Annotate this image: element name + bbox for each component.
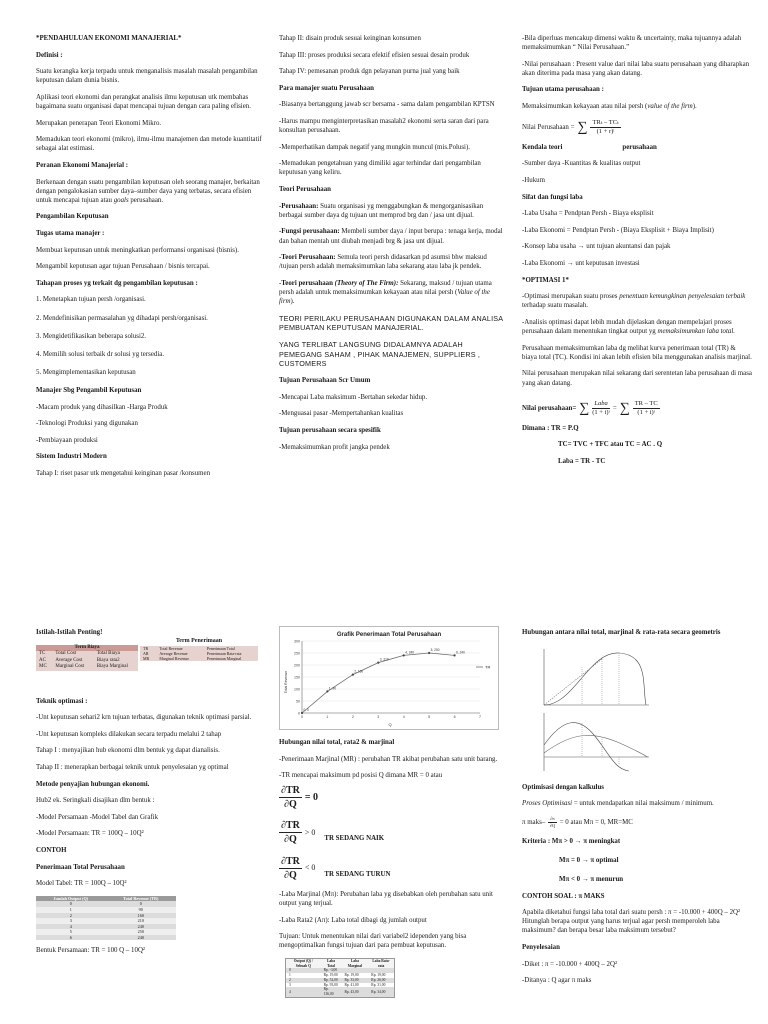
- y-tick-label: 250: [294, 651, 300, 656]
- paragraph: -Konsep laba usaha → unt tujuan akuntansi dan pajak: [522, 243, 671, 251]
- paragraph: -Hukum: [522, 177, 545, 185]
- table-row: 4 Rp. 136,00 Rp. 43,00 Rp. 34,00: [286, 987, 395, 997]
- data-point: [301, 712, 303, 714]
- data-point: [352, 674, 354, 676]
- data-label: 3, 210: [379, 657, 389, 662]
- paragraph: Tahap I : menyajikan hub ekonomi dlm bentuk yg dapat dianalisis.: [36, 747, 220, 755]
- derivative-gt0: $\frac{\partial TR}{\partial Q}$ > 0 TR SEDANG NAIK: [281, 820, 385, 846]
- paragraph: Dimana : TR = P.Q: [522, 424, 579, 432]
- section-heading: Hubungan antara nilai total, marjinal & rata-rata secara geometris: [522, 629, 721, 636]
- y-tick-label: 200: [294, 663, 300, 668]
- column-1: [36, 34, 262, 486]
- paragraph: Hub2 ek. Seringkali disajikan dlm bentuk :: [36, 797, 155, 805]
- x-tick-label: 2: [351, 715, 354, 719]
- paragraph: -Laba Ekonomi = Pendptan Persh - (Biaya Eksplisit + Biaya Implisit): [522, 226, 714, 234]
- data-point: [403, 654, 405, 656]
- column-6: [522, 628, 752, 993]
- upper-panel: [544, 649, 649, 705]
- tangent-line: [544, 659, 602, 705]
- paragraph: -Laba Usaha = Pendptan Persh - Biaya eksplisit: [522, 210, 654, 218]
- section-heading: Sifat dan fungsi laba: [522, 193, 583, 201]
- paragraph: Model Tabel: TR = 100Q – 10Q²: [36, 880, 127, 888]
- average-curve: [544, 735, 648, 757]
- section-heading: Tujuan perusahaan secara spesifik: [279, 427, 381, 435]
- lower-panel: [544, 713, 649, 771]
- section-heading: *OPTIMASI 1*: [522, 276, 569, 284]
- section-heading: Penyelesaian: [522, 943, 560, 951]
- paragraph: Tujuan: Untuk menentukan nilai dari variabel2 idependen yang bisa mengoptimalkan fungsi tujuan dari para pembuat keputusan.: [279, 933, 467, 950]
- paragraph: -Teori perusahaan (Theory of The Firm): Sekarang, maksud / tujuan utama persh adalah untuk memaksimumkan kekayaan atau nilai persh (Value of the firm).: [279, 279, 492, 306]
- paragraph: -Diket : π = -10.000 + 400Q – 2Q²: [522, 960, 618, 968]
- paragraph: -TR mencapai maksimum pd posisi Q dimana MR = 0 atau: [279, 772, 443, 780]
- section-heading: Tujuan Perusahaan Scr Umum: [279, 377, 371, 385]
- section-heading: Sistem Industri Modern: [36, 453, 107, 461]
- paragraph: -Unt keputusan sehari2 krn tujuan terbatas, digunakan teknik optimasi parsial.: [36, 714, 252, 722]
- data-point: [377, 662, 379, 664]
- paragraph: -Ditanya : Q agar π maks: [522, 977, 592, 985]
- column-5: [279, 626, 505, 998]
- paragraph: -Nilai perusahaan : Present value dari nilai laba suatu perusahaan yang diharapkan akan diterima pada masa yang akan datang.: [522, 60, 750, 77]
- table-row: 1 90: [36, 907, 176, 913]
- paragraph: -Optimasi merupakan suatu proses penentuan kemungkinan penyelesaian terbaik terhadap suatu masalah.: [522, 293, 746, 310]
- y-axis-label: Total Revenue: [284, 670, 288, 694]
- pi-maks-formula: π maks– $\frac{\partial\pi}{\partial Q}$ = 0 atau Mπ = 0, MR=MC: [522, 815, 633, 828]
- chart-title: Grafik Penerimaan Total Perusahaan: [336, 632, 442, 638]
- y-tick-label: 150: [294, 675, 300, 680]
- paragraph: Proses Optimisasi = untuk mendapatkan nilai maksimum / minimum.: [522, 800, 714, 808]
- table-row: 0 0: [36, 901, 176, 907]
- section-heading: Teknik optimasi :: [36, 697, 88, 705]
- data-label: 0, 0: [303, 708, 309, 712]
- paragraph: -Teknologi Produksi yang digunakan: [36, 420, 138, 428]
- x-tick-label: 5: [428, 715, 431, 719]
- table-row: 4 240: [36, 924, 176, 930]
- section-heading: CONTOH: [36, 847, 67, 855]
- data-label: 1, 90: [328, 686, 337, 691]
- section-heading: Penerimaan Total Perusahaan: [36, 863, 125, 871]
- term-biaya-table: Term Biaya TC Total Cost Total Biaya AC Average Cost Biaya rata2 MC Marginal Cost Biaya Marginal: [36, 645, 138, 671]
- paragraph: Membuat keputusan untuk meningkatkan performansi organisasi (bisnis).: [36, 246, 239, 254]
- paragraph: Kendala teori perusahaan: [522, 143, 657, 151]
- sigma-icon: ∑: [619, 400, 630, 416]
- paragraph: Suatu kerangka kerja terpadu untuk menganalisis masalah masalah pengambilan keputusan dalam dunia bisnis.: [36, 68, 258, 85]
- geometric-relationship-diagram: [534, 645, 654, 775]
- tr-table: Jumlah Output (Q) Total Revenue (TR) 0 0 1 90 2 160 3 210 4 240 5 250 6 240: [36, 896, 176, 940]
- data-label: 2, 160: [354, 669, 364, 674]
- section-heading: Peranan Ekonomi Manajerial :: [36, 161, 129, 169]
- paragraph: Perusahaan memaksimumkan laba dg melihat kurva penerimaan total (TR) & biaya total (TC). Kondisi ini akan lebih efisien bila menggunakan analisis marjinal.: [522, 344, 752, 361]
- paragraph: Nilai perusahaan merupakan nilai sekarang dari serentetan laba perusahaan di masa yang akan datang.: [522, 370, 752, 387]
- paragraph: -Penerimaan Marjinal (MR) : perubahan TR akibat perubahan satu unit barang.: [279, 755, 498, 763]
- caps-paragraph: YANG TERLIBAT LANGSUNG DIDALAMNYA ADALAH PEMEGANG SAHAM , PIHAK MANAJEMEN, SUPPLIERS , CUSTOMERS: [279, 340, 481, 369]
- total-curve: [544, 653, 646, 705]
- paragraph: Kriteria : Mπ > 0 → π meningkat: [522, 837, 621, 845]
- paragraph: Apabila diketahui fungsi laba total dari suatu persh : π = -10.000 + 400Q – 2Q² Hitunglah berapa output yang harus terjual agar persh memperoleh laba maksimum? dan berapa besar laba maksimum tersebut?: [522, 909, 741, 935]
- list-item: 4. Memilih solusi terbaik dr solusi yg tersedia.: [36, 350, 165, 358]
- section-heading: Para manajer suatu Perusahaan: [279, 84, 375, 92]
- table-row: 3 210: [36, 918, 176, 924]
- paragraph: -Model Persamaan -Model Tabel dan Grafik: [36, 813, 159, 821]
- paragraph: -Model Persamaan: TR = 100Q – 10Q²: [36, 830, 144, 838]
- table-row: 0 Rp. -3,00: [286, 968, 395, 973]
- paragraph: -Memadukan pengetahuan yang dimiliki agar terhindar dari pengambilan keputusan yang keliru.: [279, 160, 481, 177]
- paragraph: Mπ = 0 → π optimal: [559, 856, 619, 864]
- paragraph: -Mencapai Laba maksimum -Bertahan sekedar hidup.: [279, 393, 428, 401]
- section-heading: Tugas utama manajer :: [36, 230, 105, 238]
- data-label: 5, 250: [430, 648, 440, 652]
- paragraph: -Harus mampu menginterpretasikan masalah2 ekonomi serta saran dari para konsultan perusahaan.: [279, 118, 489, 135]
- paragraph: -Memaksimumkan profit jangka pendek: [279, 443, 390, 451]
- list-item: 3. Mengidetifikasikan beberapa solusi2.: [36, 332, 147, 340]
- column-3: [522, 34, 752, 474]
- paragraph: -Laba Ekonomi → unt keputusan investasi: [522, 260, 640, 268]
- paragraph: -Perusahaan: Suatu organisasi yg menggabungkan & mengorganisasikan berbagai sumber daya dg tujuan unt memprod brg dan / jasa unt dijual.: [279, 202, 484, 219]
- x-tick-label: 0: [301, 715, 303, 719]
- section-heading: Metode penyajian hubungan ekonomi.: [36, 780, 150, 788]
- section-heading: CONTOH SOAL : π MAKS: [522, 892, 605, 900]
- paragraph: -Bila diperluas mencakup dimensi waktu & uncertainty, maka tujuannya adalah memaksimumkan “ Nilai Perusahaan.”: [522, 35, 742, 52]
- paragraph: Aplikasi teori ekonomi dan perangkat analisis ilmu keputusan utk membahas bagaimana suatu organisasi dapat mencapai tujuan dengan cara paling efisien.: [36, 93, 251, 111]
- data-label: 6, 240: [456, 650, 465, 655]
- column-2: [279, 34, 505, 459]
- sigma-icon: ∑: [577, 119, 588, 135]
- paragraph: Memaksimumkan kekayaan atau nilai persh (value of the firm).: [522, 103, 697, 111]
- section-heading: Manajer Sbg Pengambil Keputusan: [36, 387, 142, 395]
- y-tick-label: 300: [294, 639, 300, 644]
- doc-title: *PENDAHULUAN EKONOMI MANAJERIAL*: [36, 35, 182, 42]
- section-heading: Hubungan nilai total, rata2 & marjinal: [279, 739, 395, 746]
- x-tick-label: 6: [453, 715, 456, 719]
- table-row: 1 Rp. 19,00 Rp. 19,00 Rp. 19,00: [289, 973, 386, 978]
- sigma-icon: ∑: [579, 400, 590, 416]
- data-point: [326, 690, 328, 692]
- section-heading: Teori Perusahaan: [279, 186, 332, 194]
- x-tick-label: 7: [479, 715, 481, 719]
- paragraph: Tahap II: disain produk sesuai keinginan konsumen: [279, 35, 421, 42]
- caps-paragraph: TEORI PERILAKU PERUSAHAAN DIGUNAKAN DALAM ANALISA PEMBUATAN KEPUTUSAN MANAJERIAL.: [279, 313, 503, 333]
- tr-chart: [279, 626, 499, 730]
- table-row: 5 250: [36, 929, 176, 935]
- section-heading: Tahapan proses yg terkait dg pengambilan keputusan :: [36, 279, 198, 287]
- marginal-curve: [544, 722, 629, 770]
- section-heading: Tujuan utama perusahaan :: [522, 86, 604, 94]
- data-point: [453, 654, 455, 656]
- paragraph: -Pembiayaan produksi: [36, 436, 98, 444]
- table-row: 2 160: [36, 913, 176, 919]
- derivative-lt0: $\frac{\partial TR}{\partial Q}$ < 0 TR SEDANG TURUN: [281, 855, 391, 881]
- paragraph: Berkenaan dengan suatu pengambilan keputusan oleh seorang manajer, berkaitan dengan pengalokasian sumber daya–sumber daya yang terbatas, secara efisien untuk mencapai tujuan atau goals perusahaan.: [36, 178, 260, 204]
- y-tick-label: 50: [296, 699, 300, 704]
- paragraph: -Laba Marjinal (Mπ): Perubahan laba yg disebabkan oleh perubahan satu unit output yang terjual.: [279, 890, 493, 908]
- section-heading: Optimisasi dengan kalkulus: [522, 783, 604, 791]
- x-axis-label: Q: [388, 722, 392, 727]
- legend-label: TR: [485, 664, 491, 670]
- laba-table: Output (Q) / Sebuah Q Laba Total Laba Marginal Laba Rata-rata 0 Rp. -3,00 1 Rp. 19,00 Rp. 19,00 Rp. 19,00 2 Rp. 52,00 Rp. 33,00 Rp. 26,00 3 Rp. 93,00 Rp. 41,00 Rp. 31,00 4 Rp. 136,00 Rp. 43,00 Rp. 34,00: [285, 958, 395, 998]
- glossary-tables: [36, 637, 262, 691]
- paragraph: -Memperhatikan dampak negatif yang mungkin muncul (mis.Polusi).: [279, 143, 470, 151]
- paragraph: -Menguasai pasar -Mempertahankan kualitas: [279, 410, 404, 418]
- paragraph: -Macam produk yang dihasilkan -Harga Produk: [36, 403, 168, 411]
- nilai-perusahaan-formula: Nilai Perusahaan = ∑ $\frac{\text{TRₜ – TCₜ}}{\text{(1 + r)ᵗ}}$: [522, 118, 619, 136]
- paragraph: Tahap III: proses produksi secara efektif efisien sesuai desain produk: [279, 51, 470, 59]
- section-heading: Istilah-Istilah Penting!: [36, 629, 103, 636]
- paragraph: -Analisis optimasi dapat lebih mudah dijelaskan dengan mempelajari proses perusahaan dalam menentukan tingkat output yg memaksimumkan laba total.: [522, 319, 735, 336]
- tahapan-list: [36, 295, 262, 377]
- paragraph: -Unt keputusan kompleks dilakukan secara terpadu melalui 2 tahap: [36, 730, 222, 738]
- y-tick-label: 0: [298, 711, 300, 716]
- x-tick-label: 3: [377, 715, 380, 719]
- paragraph: Mπ < 0 → π menurun: [559, 875, 624, 883]
- laba-formula: Nilai perusahaan= ∑ $\frac{\text{Laba}}{\text{(1 + i)ᵗ}}$ = ∑ $\frac{TR - TC}{\text{(1 + i)ᵗ}}$: [522, 399, 658, 417]
- table-row: 6 240: [36, 935, 176, 941]
- paragraph: -Teori Perusahaan: Semula teori persh didasarkan pd asumsi bhw maksud /tujuan persh adalah memaksimumkan laba sekarang atau laba jk pendek.: [279, 254, 487, 271]
- paragraph: Tahap IV: pemesanan produk dgn pelayanan purna jual yang baik: [279, 68, 460, 76]
- term-penerimaan-table: Term Penerimaan TR Total Revenue Penerimaan Total AR Average Revenue Penerimaan Rata-rata MR Marginal Revenue Penerimaan Marginal: [140, 638, 258, 662]
- x-tick-label: 1: [326, 715, 329, 719]
- paragraph: -Laba Rata2 (Aπ): Laba total dibagi dg jumlah output: [279, 916, 427, 924]
- paragraph: -Fungsi perusahaan: Membeli sumber daya / input berupa : tenaga kerja, modal dan bahan mentah unt diubah menjadi brg & jasa unt dijual.: [279, 228, 503, 245]
- data-point: [428, 652, 430, 654]
- y-tick-label: 100: [294, 687, 300, 692]
- table-row: 2 Rp. 52,00 Rp. 33,00 Rp. 26,00: [286, 978, 395, 983]
- section-heading: Pengambilan Keputusan: [36, 213, 109, 221]
- list-item: 2. Mendefinisikan permasalahan yg dihadapi persh/organisasi.: [36, 314, 208, 322]
- section-heading: Definisi :: [36, 51, 63, 59]
- data-label: 4, 240: [405, 650, 415, 655]
- paragraph: -Sumber daya -Kuantitas & kualitas output: [522, 160, 641, 168]
- paragraph: Laba = TR - TC: [558, 458, 606, 466]
- x-tick-label: 4: [402, 715, 405, 719]
- column-4: [36, 628, 262, 963]
- list-item: 1. Menetapkan tujuan persh /organisasi.: [36, 296, 146, 304]
- list-item: 5. Mengimplementasikan keputusan: [36, 368, 136, 376]
- paragraph: Tahap II : menerapkan berbagai teknik untuk penyelesaian yg optimal: [36, 764, 229, 772]
- paragraph: Merupakan penerapan Teori Ekonomi Mikro.: [36, 119, 162, 127]
- paragraph: Mengambil keputusan agar tujuan Perusahaan / bisnis tercapai.: [36, 263, 210, 271]
- paragraph: -Biasanya bertanggung jawab scr bersama - sama dalam pengambilan KPTSN: [279, 101, 495, 109]
- paragraph: TC= TVC + TFC atau TC = AC . Q: [558, 441, 663, 449]
- derivative-eq0: $\frac{\partial TR}{\partial Q}$ = 0: [281, 784, 319, 811]
- paragraph: Memadukan teori ekonomi (mikro), ilmu-ilmu manajemen dan metode kuantitatif sebagai alat estimasi.: [36, 136, 262, 153]
- table-row: 3 Rp. 93,00 Rp. 41,00 Rp. 31,00: [289, 982, 386, 987]
- paragraph: Bentuk Persamaan: TR = 100 Q – 10Q²: [36, 947, 145, 955]
- paragraph: Tahap I: riset pasar utk mengetahui keinginan pasar /konsumen: [36, 470, 211, 478]
